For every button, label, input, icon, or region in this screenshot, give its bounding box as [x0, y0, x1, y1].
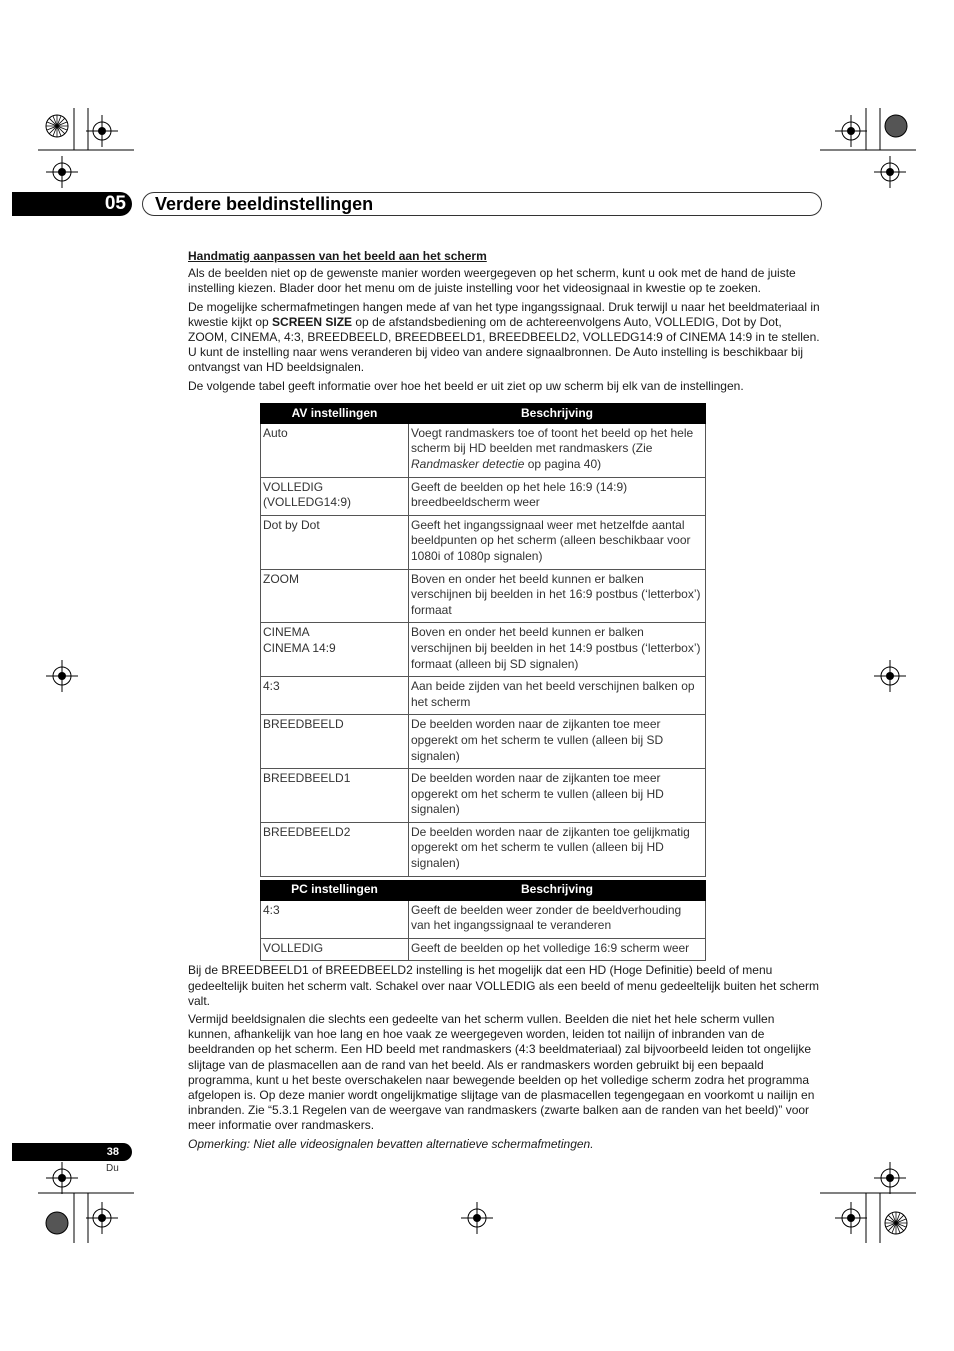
description-cell: De beelden worden naar de zijkanten toe meer opgerekt om het scherm te vullen (alleen bij HD signalen) — [409, 769, 706, 823]
description-cell: Geeft de beelden op het volledige 16:9 scherm weer — [409, 938, 706, 961]
setting-cell: BREEDBEELD2 — [261, 822, 409, 876]
setting-cell: ZOOM — [261, 569, 409, 623]
table-intro-paragraph: De volgende tabel geeft informatie over hoe het beeld er uit ziet op uw scherm bij elk van de instellingen. — [188, 378, 744, 393]
intro-paragraph: Als de beelden niet op de gewenste manier worden weergegeven op het scherm, kunt u ook met de hand de juiste instelling kiezen. Blader door het menu om de juiste instelling voor het videosignaal in kwestie op te zoeken. — [188, 266, 796, 296]
table-row — [261, 822, 706, 876]
column-header: PC instellingen — [261, 880, 409, 900]
description-cell: Boven en onder het beeld kunnen er balken verschijnen bij beelden in het 14:9 postbus (‘letterbox’) formaat (alleen bij SD signalen) — [409, 623, 706, 677]
page-content — [188, 249, 820, 1155]
screen-size-key: SCREEN SIZE — [272, 314, 353, 329]
column-header: Beschrijving — [409, 403, 706, 423]
page-number: 38 — [12, 1143, 132, 1161]
setting-cell: 4:3 — [261, 677, 409, 715]
setting-cell: BREEDBEELD1 — [261, 769, 409, 823]
table-row — [261, 623, 706, 677]
setting-cell: VOLLEDIG (VOLLEDG14:9) — [261, 477, 409, 515]
table-row — [261, 938, 706, 961]
description-cell: Geeft het ingangssignaal weer met hetzelfde aantal beeldpunten op het scherm (alleen beschikbaar voor 1080i of 1080p signalen) — [409, 515, 706, 569]
description-cell: De beelden worden naar de zijkanten toe gelijkmatig opgerekt om het scherm te vullen (alleen bij HD signalen) — [409, 822, 706, 876]
setting-cell: Auto — [261, 423, 409, 477]
setting-cell: CINEMA CINEMA 14:9 — [261, 623, 409, 677]
note-text: Opmerking: Niet alle videosignalen bevatten alternatieve schermafmetingen. — [188, 1136, 594, 1151]
burn-in-paragraph: Vermijd beeldsignalen die slechts een gedeelte van het scherm vullen. Beelden die niet het hele scherm vullen kunnen, afhankelijk van hoe lang en hoe vaak ze weergegeven worden, leiden tot nailijn of inbranden van de beeldranden op het scherm. Een HD beeld met randmaskers (4:3 beeldmateriaal) zal bijvoorbeeld leiden tot ongelijke slijtage van de plasmacellen aan de rand van het beeld. Als er randmaskers worden gebruikt bij een bepaald programma, kunt u het beste overschakelen naar bewegende beelden op het volledige scherm zodra het programma afgelopen is. Op deze manier wordt ongelijkmatige slijtage van de plasmacellen tegengegaan en voorkomt u nailijn en inbranden. Zie “5.3.1 Regelen van de weergave van randmaskers (zwarte balken aan de randen van het beeld)” voor meer informatie over randmaskers. — [188, 1012, 815, 1133]
description-cell: Boven en onder het beeld kunnen er balken verschijnen bij beelden in het 16:9 postbus (‘letterbox’) formaat — [409, 569, 706, 623]
setting-cell: VOLLEDIG — [261, 938, 409, 961]
table-row — [261, 423, 706, 477]
description-cell: Geeft de beelden op het hele 16:9 (14:9) breedbeeldscherm weer — [409, 477, 706, 515]
section-heading: Handmatig aanpassen van het beeld aan het scherm — [188, 249, 487, 263]
table-row — [261, 677, 706, 715]
chapter-title: Verdere beeldinstellingen — [155, 194, 374, 214]
wide-screen-paragraph: Bij de BREEDBEELD1 of BREEDBEELD2 instelling is het mogelijk dat een HD (Hoge Definitie) beeld of menu gedeeltelijk buiten het scherm valt. Schakel over naar VOLLEDIG als een beeld of menu gedeeltelijk buiten het scherm valt. — [188, 963, 820, 1008]
table-row — [261, 515, 706, 569]
table-row — [261, 769, 706, 823]
chapter-number: 05 — [12, 192, 132, 216]
table-row — [261, 477, 706, 515]
column-header: Beschrijving — [409, 880, 706, 900]
description-cell: De beelden worden naar de zijkanten toe meer opgerekt om het scherm te vullen (alleen bij SD signalen) — [409, 715, 706, 769]
description-cell: Voegt randmaskers toe of toont het beeld op het hele scherm bij HD beelden met randmaskers (Zie Randmasker detectie op pagina 40) — [409, 423, 706, 477]
screen-size-paragraph: De mogelijke schermafmetingen hangen mede af van het type ingangssignaal. Druk terwijl u naar het beeldmateriaal in kwestie kijkt op SCREEN SIZE op de afstandsbediening om de achtereenvolgens Auto, VOLLEDIG, Dot by Dot, ZOOM, CINEMA, 4:3, BREEDBEELD, BREEDBEELD1, BREEDBEELD2, VOLLEDG14:9 of CINEMA 14:9 in te stellen. U kunt de instelling naar wens veranderen bij video van andere signaalbronnen. De Auto instelling is beschikbaar bij ontvangst van HD beeldsignalen. — [188, 299, 820, 375]
column-header: AV instellingen — [261, 403, 409, 423]
pc-header-row — [261, 880, 706, 900]
language-code: Du — [106, 1163, 119, 1174]
chapter-header — [142, 192, 822, 216]
description-cell: Geeft de beelden weer zonder de beeldverhouding van het ingangssignaal te veranderen — [409, 900, 706, 938]
av-header-row — [261, 403, 706, 423]
setting-cell: 4:3 — [261, 900, 409, 938]
settings-table — [260, 403, 706, 962]
table-row — [261, 715, 706, 769]
setting-cell: Dot by Dot — [261, 515, 409, 569]
setting-cell: BREEDBEELD — [261, 715, 409, 769]
description-cell: Aan beide zijden van het beeld verschijnen balken op het scherm — [409, 677, 706, 715]
table-row — [261, 900, 706, 938]
table-row — [261, 569, 706, 623]
